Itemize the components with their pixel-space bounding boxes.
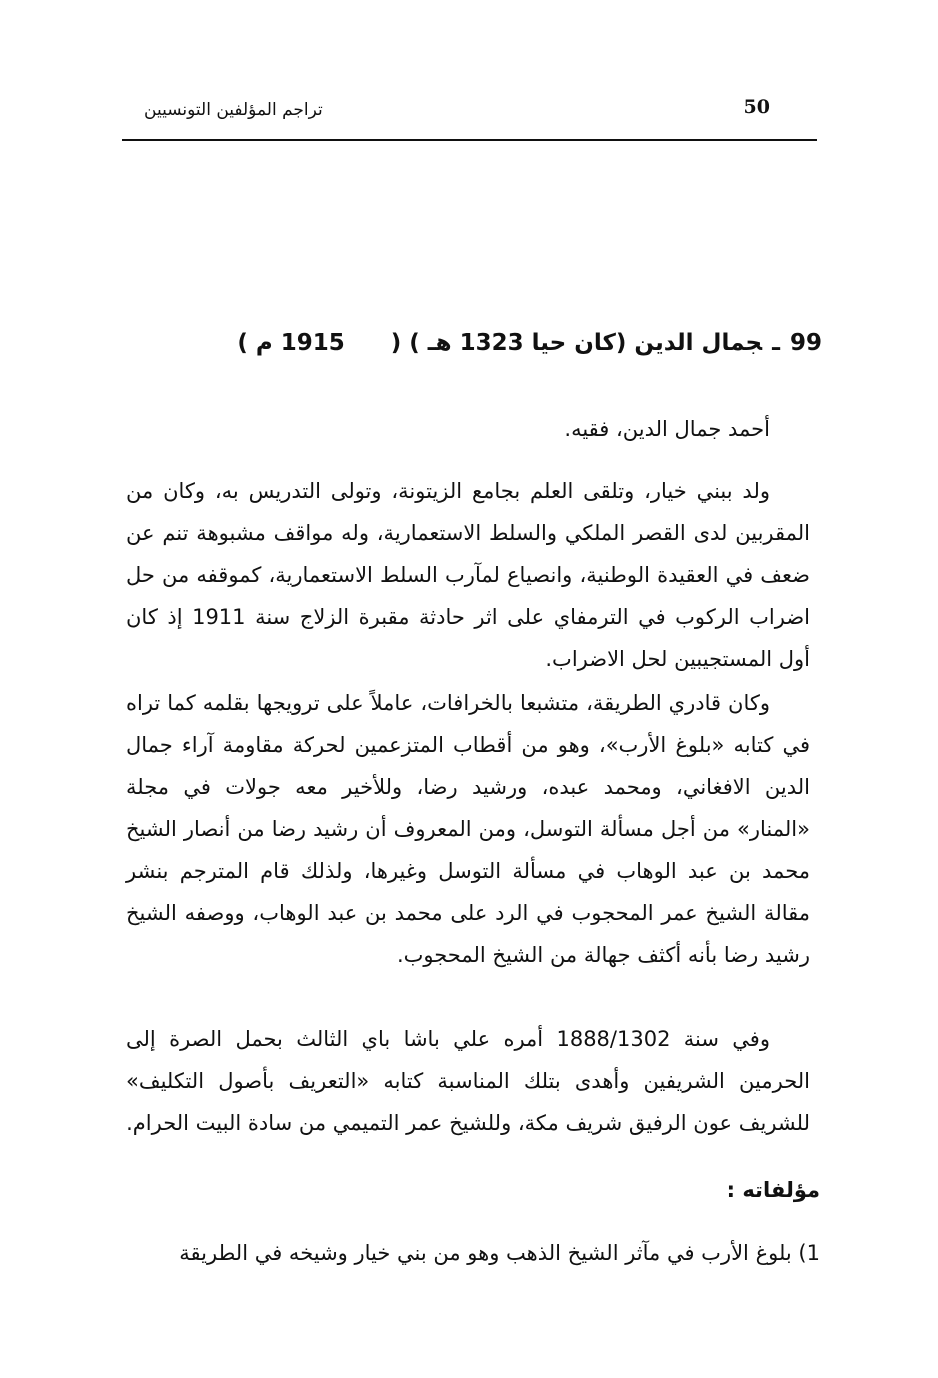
page-number: 50 [743, 96, 770, 118]
book-title: تراجم المؤلفين التونسيين [144, 100, 323, 120]
entry-title-close: 1915 م ) [237, 330, 345, 356]
paragraph-identity [126, 408, 810, 450]
paragraph-sufi-text: وكان قادري الطريقة، متشبعا بالخرافات، عاملاً على ترويجها بقلمه كما تراه في كتابه «بلوغ الأرب»، وهو من أقطاب المتزعمين لحركة مقاومة آراء جمال الدين الافغاني، ومحمد عبده، ورشيد رضا، وللأخير معه جولات في مجلة «المنار» من أجل مسألة التوسل، ومن المعروف أن رشيد رضا من أنصار الشيخ محمد بن عبد الوهاب في مسألة التوسل وغيرها، ولذلك قام المترجم بنشر مقالة الشيخ عمر المحجوب في الرد على محمد بن عبد الوهاب، ووصفه الشيخ رشيد رضا بأنه أكثف جهالة من الشيخ المحجوب. [126, 691, 810, 967]
paragraph-hajj [126, 1018, 810, 1144]
paragraph-birth-text: ولد ببني خيار، وتلقى العلم بجامع الزيتونة، وتولى التدريس به، وكان من المقربين لدى القصر الملكي والسلط الاستعمارية، وله مواقف مشبوهة تنم عن ضعف في العقيدة الوطنية، وانصياع لمآرب السلط الاستعمارية، كموقفه من حل اضراب الركوب في الترمفاي على اثر حادثة مقبرة الزلاج سنة 1911 إذ كان أول المستجيبين لحل الاضراب. [126, 479, 810, 671]
works-heading: مؤلفاته : [726, 1178, 820, 1202]
paragraph-birth [126, 470, 810, 680]
running-header [122, 96, 818, 132]
entry-dash: ـ [772, 330, 780, 356]
header-rule [122, 139, 817, 141]
paragraph-identity-text: أحمد جمال الدين، فقيه. [564, 417, 770, 441]
entry-heading [222, 330, 822, 356]
entry-number: 99 [789, 330, 822, 356]
paragraph-hajj-text: وفي سنة 1888/1302 أمره علي باشا باي الثالث بحمل الصرة إلى الحرمين الشريفين وأهدى بتلك المناسبة كتابه «التعريف بأصول التكليف» للشريف عون الرفيق شريف مكة، وللشيخ عمر التميمي من سادة البيت الحرام. [126, 1027, 810, 1135]
paragraph-sufi [126, 682, 810, 976]
works-list-item: 1) بلوغ الأرب في مآثر الشيخ الذهب وهو من بني خيار وشيخه في الطريقة [179, 1241, 820, 1265]
entry-title-open: جمال الدين (كان حيا 1323 هـ ) ( [390, 330, 763, 356]
